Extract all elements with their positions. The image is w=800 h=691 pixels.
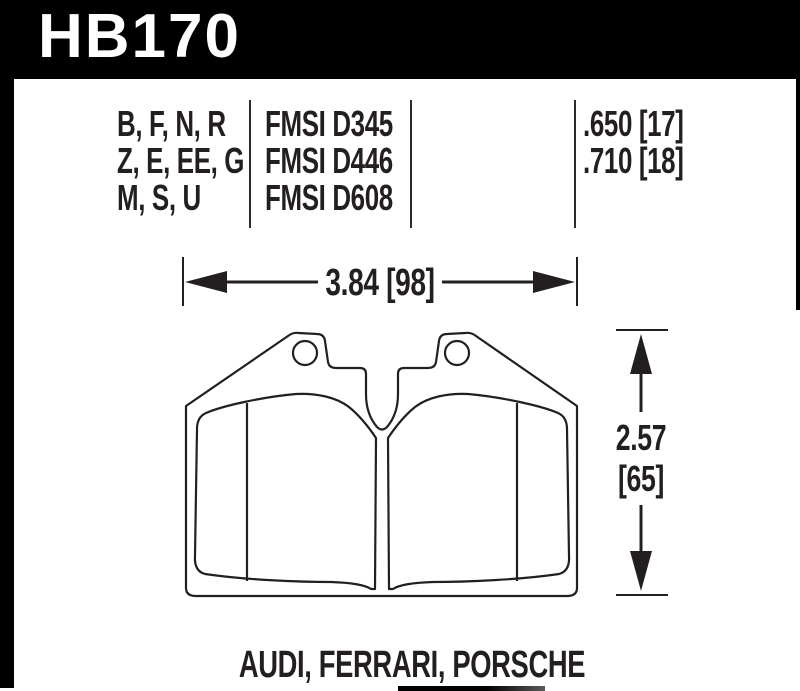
mounting-hole-right bbox=[445, 341, 469, 365]
compound-letters-cell: Z, E, EE, G bbox=[117, 140, 245, 181]
column-divider bbox=[249, 100, 251, 228]
height-dimension-label-mm: [65] bbox=[618, 458, 664, 499]
friction-pad-right bbox=[388, 394, 569, 589]
compound-letters-cell: M, S, U bbox=[117, 177, 201, 218]
arrowhead-left-icon bbox=[185, 271, 227, 293]
width-dimension-label: 3.84 [98] bbox=[325, 262, 435, 304]
arrowhead-down-icon bbox=[630, 551, 652, 591]
compound-letters-cell: B, F, N, R bbox=[117, 103, 226, 144]
column-divider bbox=[410, 100, 412, 228]
fmsi-cell: FMSI D446 bbox=[265, 140, 393, 181]
column-divider bbox=[574, 100, 576, 228]
backing-plate-outline bbox=[186, 333, 577, 596]
fmsi-cell: FMSI D345 bbox=[265, 103, 393, 144]
page-bottom-bar bbox=[398, 686, 545, 691]
friction-pad-left bbox=[195, 394, 376, 589]
fmsi-cell: FMSI D608 bbox=[265, 177, 393, 218]
page-right-border bbox=[796, 0, 800, 310]
arrowhead-up-icon bbox=[630, 334, 652, 374]
height-dimension-label-inches: 2.57 bbox=[615, 417, 667, 458]
part-number-banner bbox=[0, 0, 800, 79]
part-number: HB170 bbox=[38, 2, 241, 71]
page-left-border bbox=[0, 0, 14, 688]
thickness-cell: .710 [18] bbox=[583, 140, 684, 181]
applications-text: AUDI, FERRARI, PORSCHE bbox=[238, 644, 586, 686]
arrowhead-right-icon bbox=[533, 271, 575, 293]
thickness-cell: .650 [17] bbox=[583, 103, 684, 144]
mounting-hole-left bbox=[293, 341, 317, 365]
